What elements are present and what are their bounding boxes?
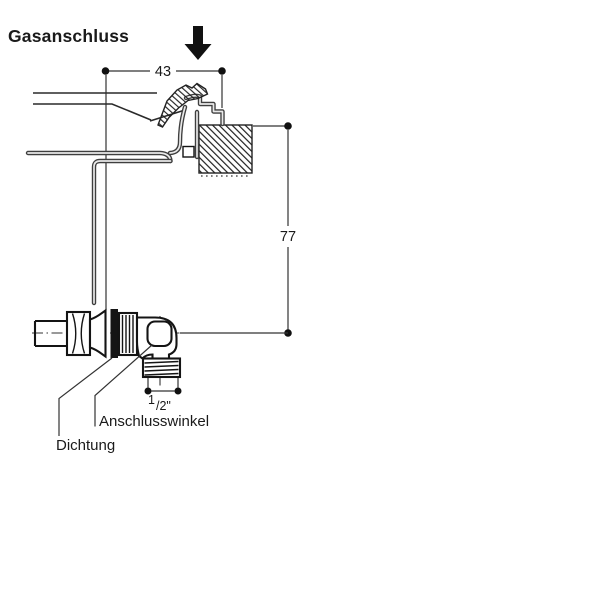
worktop-hatch-block	[199, 125, 252, 173]
dimension-43-value: 43	[154, 64, 172, 80]
elbow-bore	[148, 322, 172, 347]
dim-43-dot-left	[102, 67, 110, 75]
down-arrow-icon	[185, 26, 212, 60]
dimension-43-group	[102, 64, 226, 310]
dim-43-dot-right	[218, 67, 226, 75]
compression-cone	[90, 311, 106, 357]
cooktop-profile	[28, 84, 223, 304]
label-dichtung: Dichtung	[56, 437, 116, 454]
gas-fitting-group	[35, 309, 180, 377]
label-thread-size-frac: /2"	[156, 399, 171, 413]
union-nut	[67, 312, 90, 355]
gasket-seal	[111, 309, 119, 358]
dimension-77-value: 77	[279, 229, 297, 245]
worktop-cross-section	[199, 125, 252, 176]
label-thread-size-whole: 1	[148, 393, 155, 407]
dimension-77-group	[253, 122, 296, 337]
dim-77-dot-top	[284, 122, 292, 130]
dimension-half-inch-group	[145, 378, 182, 413]
half-inch-dot-right	[175, 388, 182, 395]
page-title: Gasanschluss	[8, 26, 130, 46]
cooktop-glass-bottom-line	[33, 104, 151, 120]
fixing-tab	[183, 147, 194, 158]
threaded-joint	[119, 313, 137, 355]
label-anschlusswinkel: Anschlusswinkel	[99, 413, 210, 430]
